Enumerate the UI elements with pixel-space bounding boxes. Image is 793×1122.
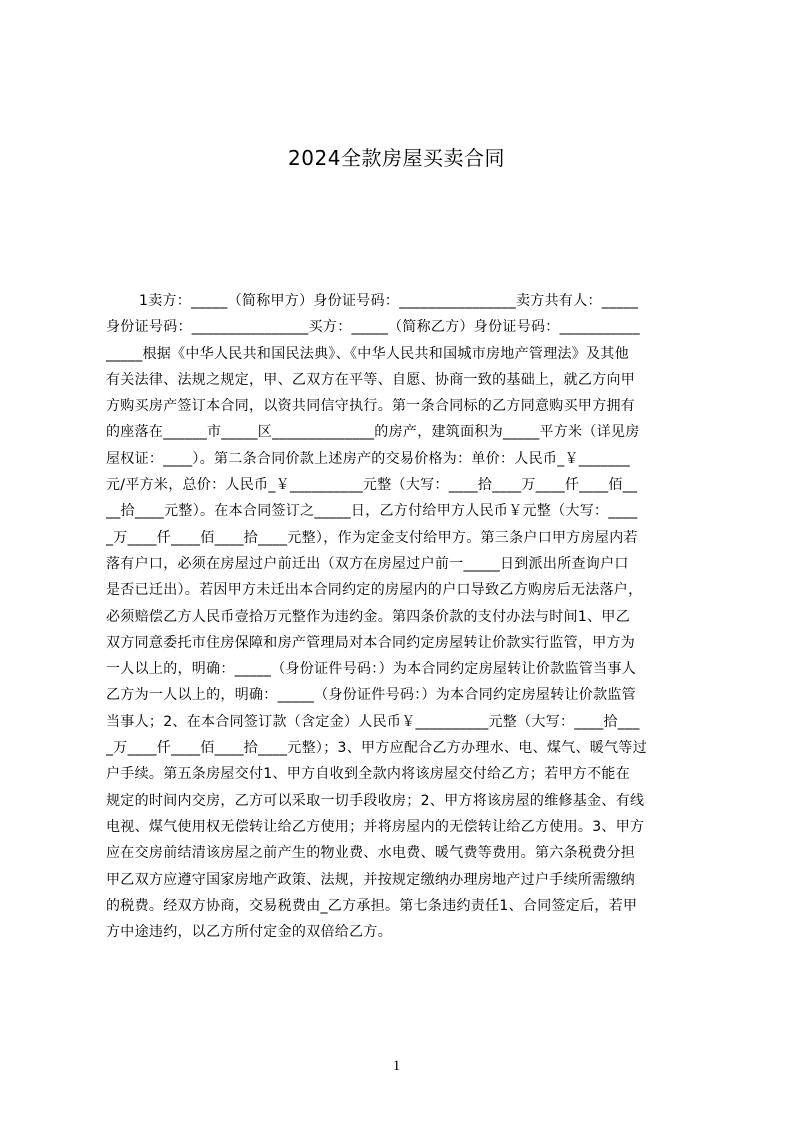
document-title: 2024全款房屋买卖合同 [288,146,505,170]
body-line-17: 当事人；2、在本合同签订款（含定金）人民币￥__________元整（大写：____拾___ [106,713,640,730]
body-line-12: 是否已迁出）。若因甲方未迁出本合同约定的房屋内的户口导致乙方购房后无法落户， [106,582,643,599]
body-line-16: 乙方为一人以上的，明确：_____（身份证件号码：）为本合同约定房屋转让价款监管 [106,687,636,704]
body-line-4: 有关法律、法规之规定，甲、乙双方在平等、自愿、协商一致的基础上，就乙方向甲 [106,371,636,388]
body-line-13: 必须赔偿乙方人民币壹拾万元整作为违约金。第四条价款的支付办法与时间1、甲乙 [106,608,631,625]
body-line-22: 应在交房前结清该房屋之前产生的物业费、水电费、暖气费等费用。第六条税费分担 [106,845,636,862]
contract-body [106,288,698,945]
body-line-18: _万____仟____佰____拾____元整）；3、甲方应配合乙方办理水、电、煤气、暖气等过 [106,740,648,757]
body-line-1: 1卖方：_____（简称甲方）身份证号码：________________卖方共有人：_____ [139,293,639,309]
body-line-10: _万____仟____佰____拾____元整），作为定金支付给甲方。第三条户口甲方房屋内若 [106,529,638,546]
body-line-24: 的税费。经双方协商，交易税费由_乙方承担。第七条违约责任1、合同签定后，若甲 [106,897,638,914]
body-line-8: 元/平方米，总价：人民币_￥__________元整（大写：____拾____万____仟____佰__ [106,477,638,494]
body-line-11: 落有户口，必须在房屋过户前迁出（双方在房屋过户前一_____日到派出所查询户口 [106,555,629,572]
body-line-23: 甲乙双方应遵守国家房地产政策、法规，并按规定缴纳办理房地产过户手续所需缴纳 [106,871,636,888]
body-line-19: 户手续。第五条房屋交付1、甲方自收到全款内将该房屋交付给乙方；若甲方不能在 [106,766,631,783]
body-line-21: 电视、煤气使用权无偿转让给乙方使用；并将房屋内的无偿转让给乙方使用。3、甲方 [106,818,645,835]
body-line-3: _____根据《中华人民共和国民法典》、《中华人民共和国城市房地产管理法》及其他 [106,345,629,362]
body-line-2: 身份证号码：________________买方：_____（简称乙方）身份证号码：___________ [106,319,640,336]
body-line-20: 规定的时间内交房，乙方可以采取一切手段收房；2、甲方将该房屋的维修基金、有线 [106,792,645,809]
body-line-15: 一人以上的，明确：_____（身份证件号码：）为本合同约定房屋转让价款监管当事人 [106,661,636,678]
body-line-5: 方购买房产签订本合同，以资共同信守执行。第一条合同标的乙方同意购买甲方拥有 [106,398,636,415]
body-line-7: 屋权证：____）。第二条合同价款上述房产的交易价格为：单价：人民币_￥_______ [106,450,630,467]
body-line-9: __拾____元整）。在本合同签订之_____日，乙方付给甲方人民币￥元整（大写：____ [106,503,638,520]
body-line-6: 的座落在______市_____区______________的房产，建筑面积为_____平方米（详见房 [106,424,640,441]
body-line-25: 方中途违约，以乙方所付定金的双倍给乙方。 [106,924,392,941]
page-number: 1 [392,1058,401,1074]
body-line-14: 双方同意委托市住房保障和房产管理局对本合同约定房屋转让价款实行监管，甲方为 [106,634,636,651]
